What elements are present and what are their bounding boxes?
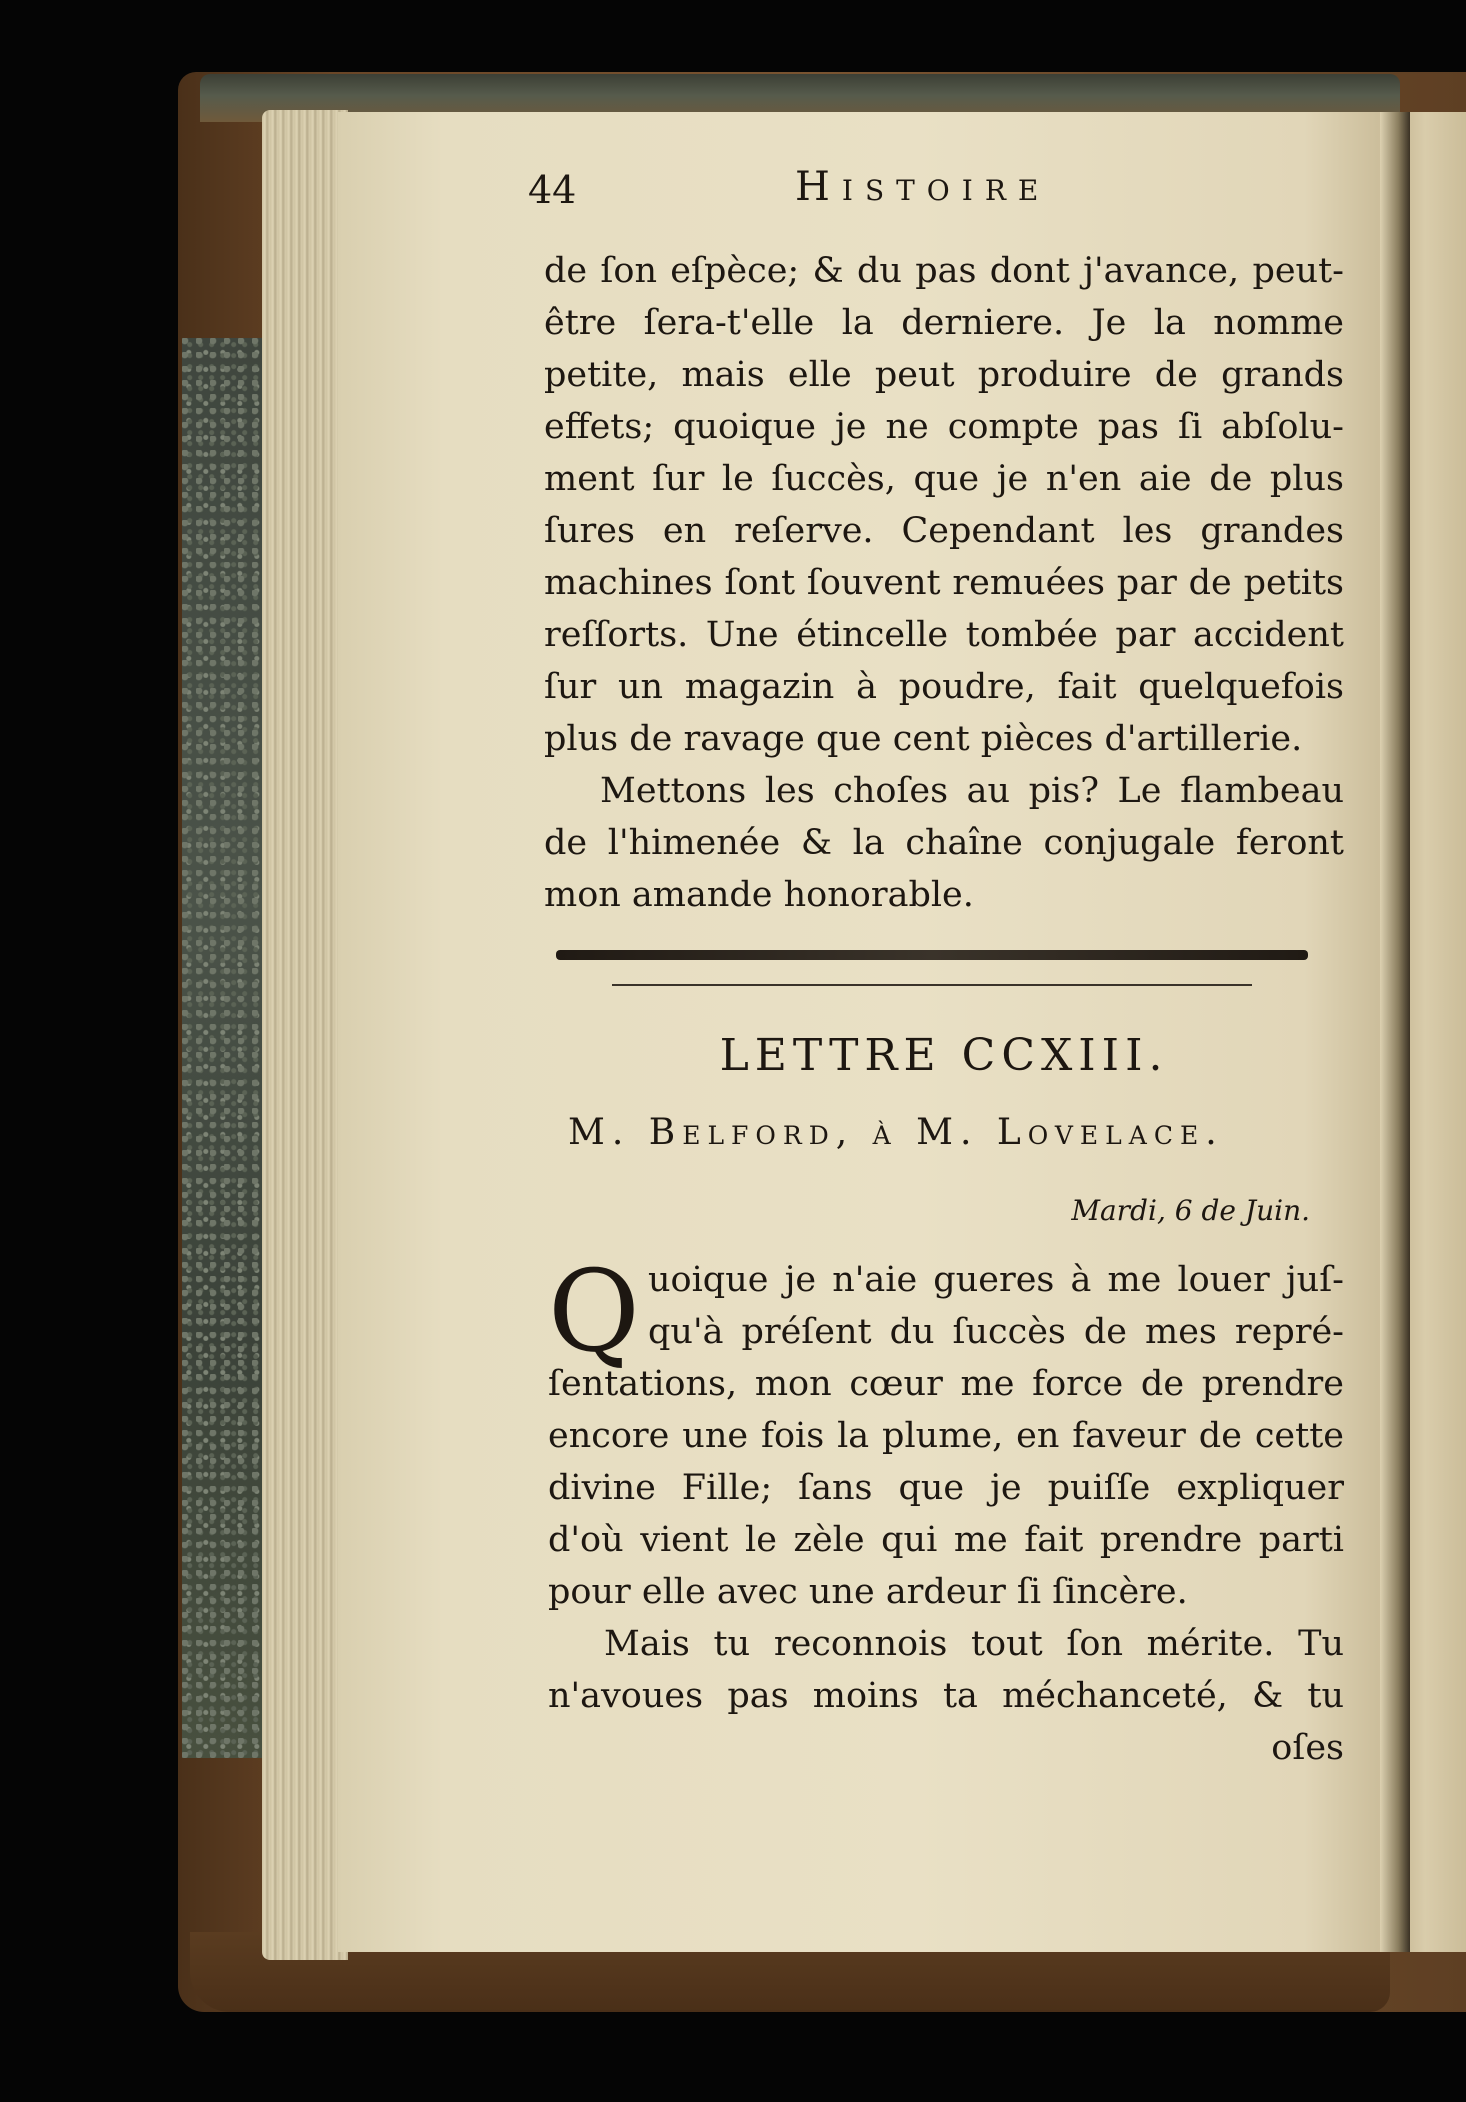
page-number: 44: [528, 168, 577, 212]
text-line: d'où vient le zèle qui me fait prendre parti: [548, 1520, 1344, 1560]
catchword: oſes: [1271, 1728, 1344, 1768]
text-line: mon amande honorable.: [544, 875, 974, 915]
text-line: petite, mais elle peut produire de grands: [544, 355, 1344, 395]
text-line: pour elle avec une ardeur ſi ſincère.: [548, 1572, 1188, 1612]
drop-cap: Q: [548, 1247, 640, 1377]
text-line: de l'himenée & la chaîne conjugale feront: [544, 823, 1344, 863]
text-line: Mais tu reconnois tout ſon mérite. Tu: [604, 1624, 1344, 1664]
running-head: Histoire: [795, 164, 1051, 210]
text-line: ſentations, mon cœur me force de prendre: [548, 1364, 1344, 1404]
text-line: n'avoues pas moins ta méchanceté, & tu: [548, 1676, 1344, 1716]
letter-text: [548, 1247, 1344, 1774]
marbled-board: [182, 338, 274, 1758]
page-leaves: [262, 110, 348, 1960]
text-line: reſſorts. Une étincelle tombée par accident: [544, 615, 1344, 655]
text-line: divine Fille; ſans que je puiſſe expliquer: [548, 1468, 1344, 1508]
thin-rule: [612, 984, 1252, 986]
text-line: Mettons les choſes au pis? Le flambeau: [600, 771, 1344, 811]
text-line: de ſon eſpèce; & du pas dont j'avance, peut-: [544, 251, 1344, 291]
text-line: encore une fois la plume, en faveur de cette: [548, 1416, 1344, 1456]
letter-address: M. Belford, à M. Lovelace.: [568, 1112, 1224, 1153]
text-line: plus de ravage que cent pièces d'artillerie.: [544, 719, 1303, 759]
letter-date: Mardi, 6 de Juin.: [1071, 1194, 1310, 1227]
ornamental-rule: [556, 950, 1308, 960]
page-gutter: [1380, 112, 1410, 1952]
text-line: être ſera-t'elle la derniere. Je la nomme: [544, 303, 1344, 343]
text-line: machines ſont ſouvent remuées par de petits: [544, 563, 1344, 603]
text-line: ment ſur le ſuccès, que je n'en aie de plus: [544, 459, 1344, 499]
text-line: uoique je n'aie gueres à me louer juſ-: [648, 1260, 1344, 1300]
text-line: effets; quoique je ne compte pas ſi abſolu-: [544, 407, 1344, 447]
text-line: ſures en reſerve. Cependant les grandes: [544, 511, 1344, 551]
letter-title: LETTRE CCXIII.: [719, 1030, 1169, 1081]
text-line: ſur un magazin à poudre, fait quelquefois: [544, 667, 1344, 707]
body-text: [544, 245, 1344, 921]
text-line: qu'à préſent du ſuccès de mes repré-: [648, 1312, 1344, 1352]
